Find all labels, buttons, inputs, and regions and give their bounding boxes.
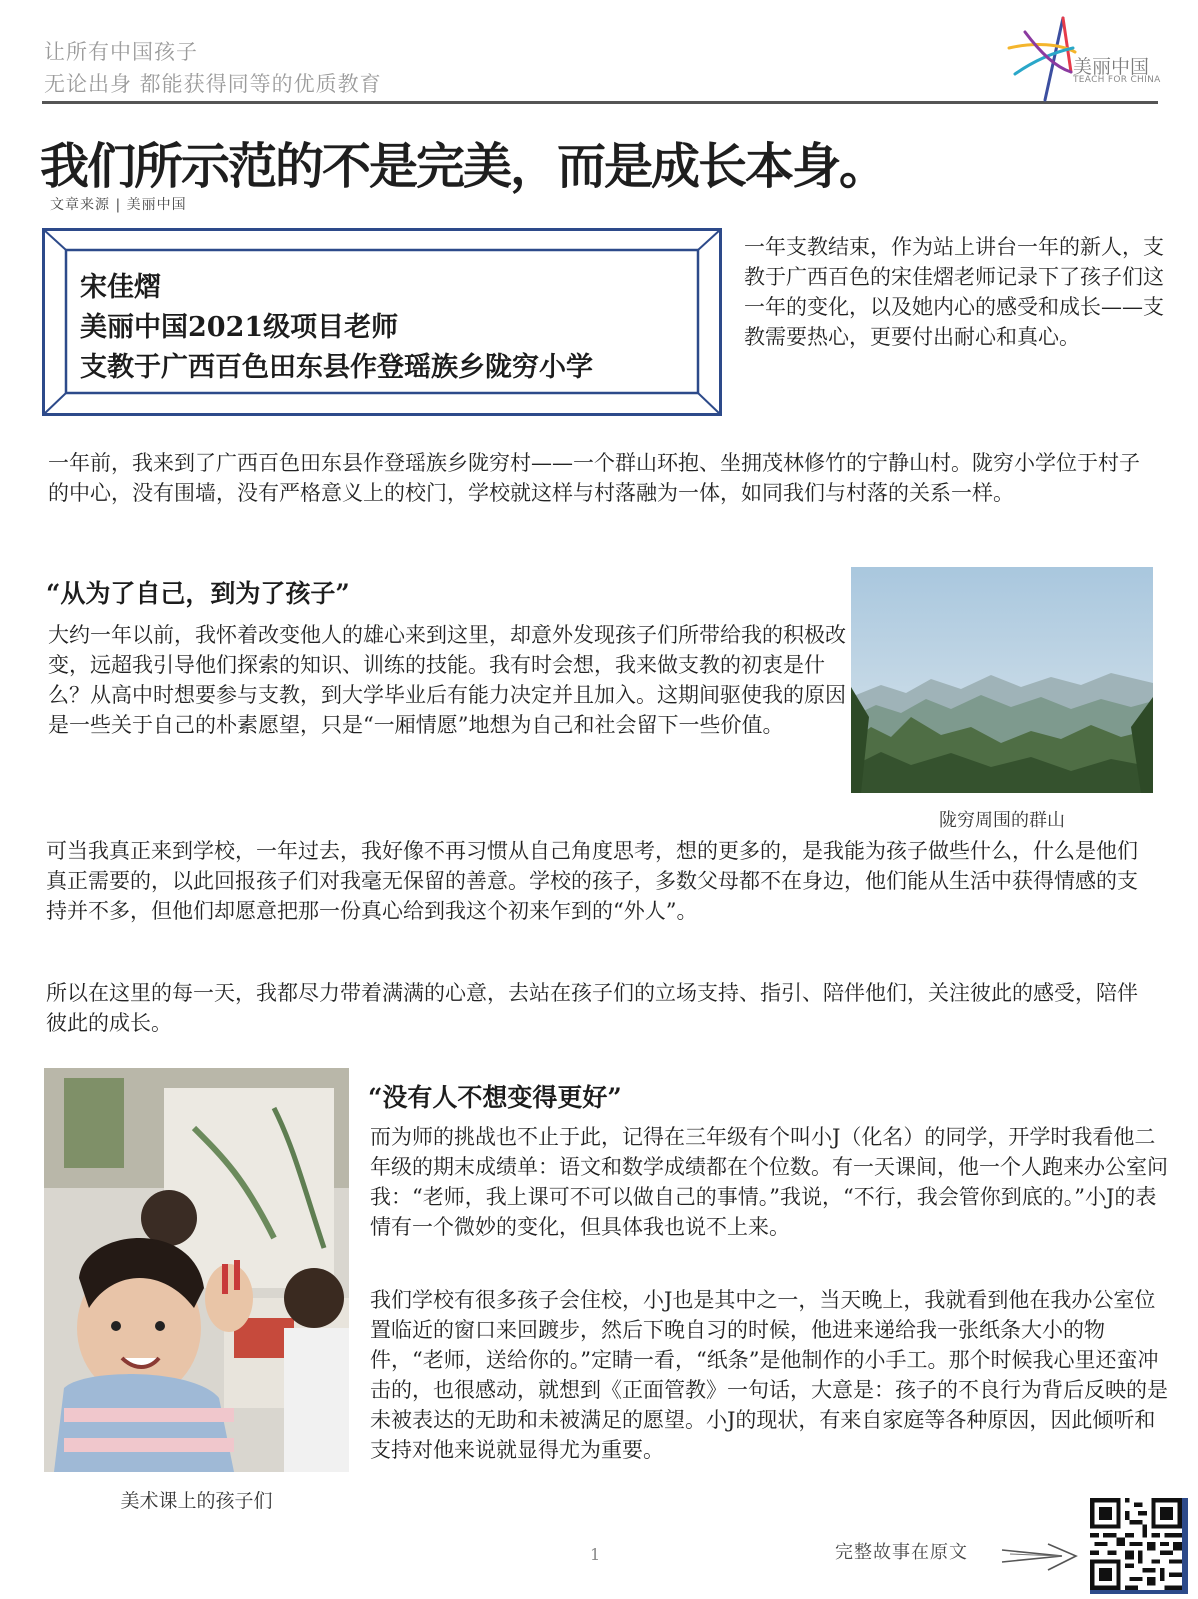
paragraph-4: 所以在这里的每一天，我都尽力带着满满的心意，去站在孩子们的立场支持、指引、陪伴他们，关注彼此的感受，陪伴彼此的成长。	[46, 981, 1138, 1035]
author-school: 支教于广西百色田东县作登瑶族乡陇穷小学	[80, 352, 593, 383]
paragraph-5: 而为师的挑战也不止于此，记得在三年级有个叫小J（化名）的同学，开学时我看他二年级的期末成绩单：语文和数学成绩都在个位数。有一天课间，他一个人跑来办公室问我：“老师，我上课可不可以做自己的事情。”我说，“不行，我会管你到底的。”小J的表情有一个微妙的变化，但具体我也说不上来。	[370, 1125, 1168, 1239]
header-rule	[42, 101, 1158, 104]
qr-frame-edge	[1182, 1498, 1188, 1594]
author-name: 宋佳熠	[80, 272, 161, 303]
author-role: 美丽中国2021级项目老师	[80, 312, 399, 343]
tagline-line-1: 让所有中国孩子	[44, 40, 198, 64]
paragraph-2: 大约一年以前，我怀着改变他人的雄心来到这里，却意外发现孩子们所带给我的积极改变，远超我引导他们探索的知识、训练的技能。我有时会想，我来做支教的初衷是什么？从高中时想要参与支教，到大学毕业后有能力决定并且加入。这期间驱使我的原因是一些关于自己的朴素愿望，只是“一厢情愿”地想为自己和社会留下一些价值。	[48, 623, 846, 737]
article-source: 文章来源 | 美丽中国	[50, 197, 187, 213]
photo-caption-mountains: 陇穷周围的群山	[939, 810, 1065, 831]
qr-code-icon[interactable]	[1090, 1498, 1182, 1590]
logo-subtitle: TEACH FOR CHINA	[1073, 75, 1161, 85]
section-heading-1: “从为了自己，到为了孩子”	[46, 579, 350, 608]
paragraph-1: 一年前，我来到了广西百色田东县作登瑶族乡陇穷村——一个群山环抱、坐拥茂林修竹的宁静山村。陇穷小学位于村子的中心，没有围墙，没有严格意义上的校门，学校就这样与村落融为一体，如同我们与村落的关系一样。	[48, 451, 1140, 505]
page-number: 1	[590, 1545, 601, 1564]
photo-caption-children: 美术课上的孩子们	[120, 1490, 273, 1512]
logo-name: 美丽中国	[1073, 56, 1150, 78]
tagline-line-2: 无论出身 都能获得同等的优质教育	[44, 72, 382, 96]
article-intro: 一年支教结束，作为站上讲台一年的新人，支教于广西百色的宋佳熠老师记录下了孩子们这一年的变化，以及她内心的感受和成长——支教需要热心，更要付出耐心和真心。	[744, 235, 1164, 349]
art-class-children-photo	[44, 1068, 349, 1472]
mountains-photo	[851, 567, 1153, 793]
paragraph-6: 我们学校有很多孩子会住校，小J也是其中之一，当天晚上，我就看到他在我办公室位置临近的窗口来回踱步，然后下晚自习的时候，他进来递给我一张纸条大小的物件，“老师，送给你的。”定睛一看，“纸条”是他制作的小手工。那个时候我心里还蛮冲击的，也很感动，就想到《正面管教》一句话，大意是：孩子的不良行为背后反映的是未被表达的无助和未被满足的愿望。小J的现状，有来自家庭等各种原因，因此倾听和支持对他来说就显得尤为重要。	[370, 1288, 1168, 1462]
arrow-right-icon	[1000, 1536, 1080, 1576]
section-heading-2: “没有人不想变得更好”	[368, 1083, 622, 1112]
qr-frame-bottom	[1090, 1590, 1188, 1594]
author-info	[80, 268, 593, 388]
article-title: 我们所示范的不是完美，而是成长本身。	[40, 138, 887, 195]
paragraph-3: 可当我真正来到学校，一年过去，我好像不再习惯从自己角度思考，想的更多的，是我能为孩子做些什么，什么是他们真正需要的，以此回报孩子们对我毫无保留的善意。学校的孩子，多数父母都不在身边，他们能从生活中获得情感的支持并不多，但他们却愿意把那一份真心给到我这个初来乍到的“外人”。	[46, 839, 1138, 923]
full-story-link[interactable]: 完整故事在原文	[835, 1542, 968, 1563]
